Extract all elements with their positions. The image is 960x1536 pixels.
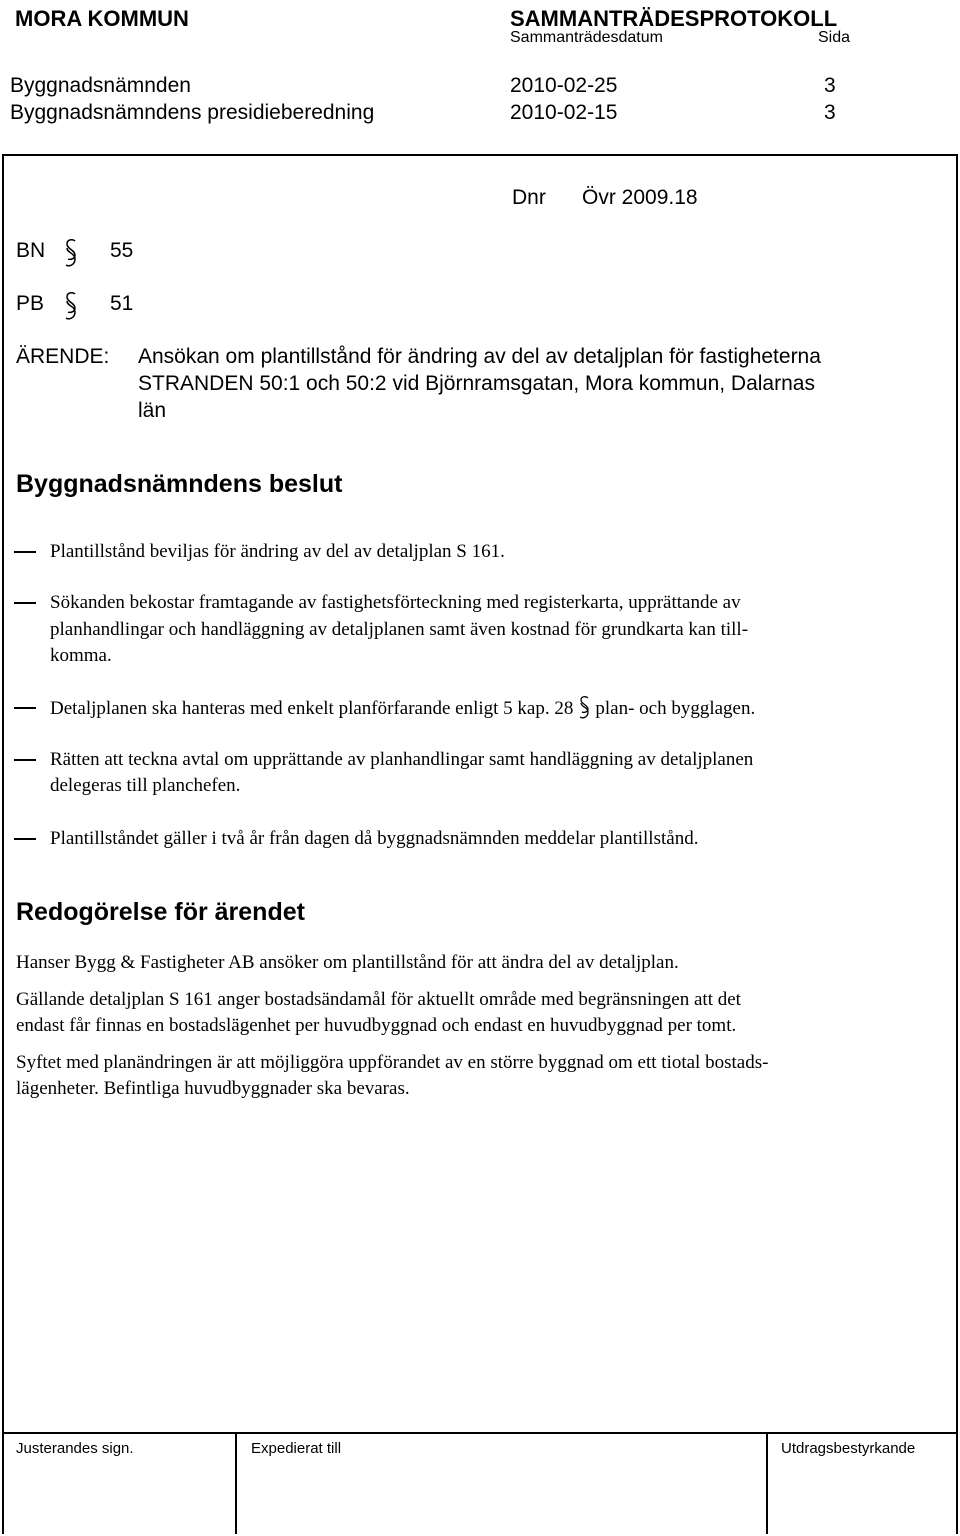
meeting-body: Byggnadsnämnden	[10, 74, 191, 97]
section-sign-icon	[64, 291, 78, 323]
decision-item-text: Detaljplanen ska hanteras med enkelt planförfarande enligt 5 kap. 28	[50, 698, 574, 719]
section-sign-icon	[579, 695, 591, 721]
paragraph-label-pb: PB	[16, 292, 45, 315]
organization-name: MORA KOMMUN	[15, 6, 189, 31]
frame-border-right	[956, 154, 958, 1534]
dnr-value: Övr 2009.18	[582, 186, 698, 209]
account-paragraph-line: endast får finnas en bostadslägenhet per huvudbyggnad och endast en huvudbyggnad per tomt.	[16, 1015, 737, 1036]
arende-line: län	[138, 399, 167, 422]
account-paragraph-line: Hanser Bygg & Fastigheter AB ansöker om plantillstånd för att ändra del av detaljplan.	[16, 952, 679, 973]
account-paragraph-line: Syftet med planändringen är att möjliggöra uppförandet av en större byggnad om ett tiotal bostads-	[16, 1052, 769, 1073]
account-heading: Redogörelse för ärendet	[16, 898, 305, 926]
arende-label: ÄRENDE:	[16, 345, 110, 368]
account-paragraph-line: lägenheter. Befintliga huvudbyggnader ska bevaras.	[16, 1078, 410, 1099]
footer-expedierat-till: Expedierat till	[251, 1440, 342, 1457]
decision-item-line	[50, 695, 755, 722]
paragraph-label-bn: BN	[16, 239, 46, 262]
decision-item-line: Sökanden bekostar framtagande av fastighetsförteckning med registerkarta, upprättande av	[50, 592, 741, 613]
list-dash	[14, 759, 36, 761]
paragraph-number-bn: 55	[110, 239, 134, 262]
footer-divider	[235, 1432, 237, 1534]
decision-item-line: komma.	[50, 645, 112, 666]
decision-item-text: plan- och bygglagen.	[595, 698, 756, 719]
footer-border	[2, 1432, 958, 1434]
section-sign-icon	[64, 238, 78, 270]
meeting-date-label: Sammanträdesdatum	[510, 29, 663, 46]
list-dash	[14, 707, 36, 709]
decision-item-line: planhandlingar och handläggning av detaljplanen samt även kostnad för grundkarta kan till-	[50, 619, 749, 640]
meeting-date: 2010-02-15	[510, 101, 618, 124]
decision-heading: Byggnadsnämndens beslut	[16, 470, 343, 498]
decision-item-line: Plantillstånd beviljas för ändring av del av detaljplan S 161.	[50, 541, 505, 562]
frame-border-top	[2, 154, 958, 156]
paragraph-number-pb: 51	[110, 292, 134, 315]
list-dash	[14, 602, 36, 604]
decision-item-line: Plantillståndet gäller i två år från dagen då byggnadsnämnden meddelar plantillstånd.	[50, 828, 699, 849]
document-title: SAMMANTRÄDESPROTOKOLL	[510, 6, 838, 31]
arende-line: Ansökan om plantillstånd för ändring av del av detaljplan för fastigheterna	[138, 345, 821, 368]
meeting-page: 3	[824, 101, 836, 124]
decision-item-line: delegeras till planchefen.	[50, 775, 241, 796]
footer-utdragsbestyrkande: Utdragsbestyrkande	[781, 1440, 916, 1457]
list-dash	[14, 838, 36, 840]
frame-border-left	[2, 154, 4, 1534]
list-dash	[14, 551, 36, 553]
meeting-body: Byggnadsnämndens presidieberedning	[10, 101, 375, 124]
footer-divider	[766, 1432, 768, 1534]
account-paragraph-line: Gällande detaljplan S 161 anger bostadsändamål för aktuellt område med begränsningen att det	[16, 989, 741, 1010]
page-label: Sida	[818, 29, 851, 46]
arende-line: STRANDEN 50:1 och 50:2 vid Björnramsgatan, Mora kommun, Dalarnas	[138, 372, 815, 395]
meeting-date: 2010-02-25	[510, 74, 618, 97]
dnr-label: Dnr	[512, 186, 546, 209]
footer-justerandes-sign: Justerandes sign.	[16, 1440, 134, 1457]
decision-item-line: Rätten att teckna avtal om upprättande av planhandlingar samt handläggning av detaljplanen	[50, 749, 754, 770]
meeting-page: 3	[824, 74, 836, 97]
